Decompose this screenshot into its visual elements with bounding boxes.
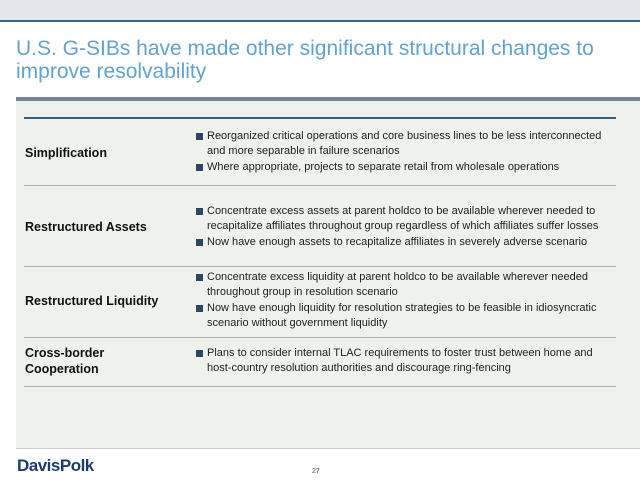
row-label-cross-border-cooperation: Cross-border Cooperation — [25, 346, 105, 376]
list-item: Now have enough liquidity for resolution strategies to be feasible in idiosyncratic scenario without government liquidity — [196, 301, 616, 331]
header-blue-line — [0, 20, 640, 22]
bullet-list-restructured-assets — [196, 204, 616, 250]
row-label-simplification: Simplification — [25, 146, 107, 160]
davis-polk-logo: DavisPolk — [17, 456, 94, 475]
row-label-restructured-liquidity: Restructured Liquidity — [25, 294, 159, 308]
square-bullet-icon — [196, 164, 203, 171]
row-divider — [24, 337, 616, 338]
square-bullet-icon — [196, 305, 203, 312]
square-bullet-icon — [196, 274, 203, 281]
row-divider — [24, 266, 616, 267]
square-bullet-icon — [196, 239, 203, 246]
square-bullet-icon — [196, 133, 203, 140]
square-bullet-icon — [196, 350, 203, 357]
bullet-list-restructured-liquidity — [196, 270, 616, 331]
square-bullet-icon — [196, 208, 203, 215]
list-item: Reorganized critical operations and core business lines to be less interconnected and more separable in failure scenarios — [196, 129, 616, 159]
bullet-list-cross-border-cooperation — [196, 346, 616, 376]
list-item: Where appropriate, projects to separate retail from wholesale operations — [196, 160, 616, 175]
table-top-divider — [24, 117, 616, 119]
header-gray-strip — [0, 0, 640, 20]
row-divider — [24, 386, 616, 387]
list-item: Concentrate excess assets at parent holdco to be available wherever needed to recapitalize affiliates throughout group regardless of which affiliates suffer losses — [196, 204, 616, 234]
page-number: 27 — [312, 468, 320, 475]
panel-bottom-divider — [16, 448, 640, 449]
bullet-list-simplification — [196, 129, 616, 175]
row-divider — [24, 185, 616, 186]
row-label-restructured-assets: Restructured Assets — [25, 220, 147, 234]
header-band — [0, 0, 640, 22]
list-item: Concentrate excess liquidity at parent holdco to be available wherever needed throughout group in resolution scenario — [196, 270, 616, 300]
slide-title: U.S. G-SIBs have made other significant structural changes to improve resolvability — [16, 37, 594, 83]
list-item: Now have enough assets to recapitalize affiliates in severely adverse scenario — [196, 235, 616, 250]
list-item: Plans to consider internal TLAC requirements to foster trust between home and host-country resolution authorities and discourage ring-fencing — [196, 346, 616, 376]
